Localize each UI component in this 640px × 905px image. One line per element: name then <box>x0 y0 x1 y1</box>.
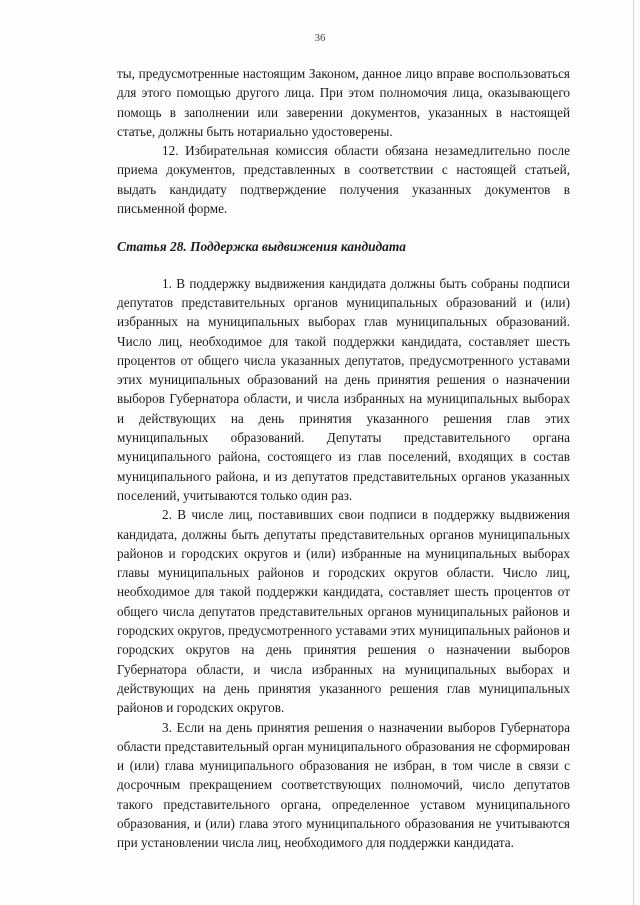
paragraph-continued: ты, предусмотренные настоящим Законом, данное лицо вправе воспользоваться для этого помощью другого лица. При этом полномочия лица, оказывающего помощь в заполнении или заверении документов, указанных в настоящей статье, должны быть нотариально удостоверены. <box>117 66 570 139</box>
page-edge-line <box>633 0 634 905</box>
page-number: 36 <box>314 32 326 44</box>
document-body <box>117 64 570 853</box>
paragraph-3: 3. Если на день принятия решения о назначении выборов Губернатора области представительный орган муниципального образования не сформирован и (или) глава муниципального образования не избран, в том числе в связи с досрочным прекращением соответствующих полномочий, число депутатов такого представительного органа, определенное уставом муниципального образования, и (или) глава этого муниципального образования не учитываются при установлении числа лиц, необходимого для поддержки кандидата. <box>117 719 570 851</box>
paragraph-12: 12. Избирательная комиссия области обязана незамедлительно после приема документов, представленных в соответствии с настоящей статьей, выдать кандидату подтверждение получения указанных документов в письменной форме. <box>117 143 570 217</box>
paragraph-2: 2. В числе лиц, поставивших свои подписи в поддержку выдвижения кандидата, должны быть депутаты представительных органов муниципальных районов и городских округов и (или) избранные на муниципальных выборах главы муниципальных районов и городских округов области. Число лиц, необходимое для такой поддержки кандидата, составляет шесть процентов от общего числа депутатов представительных органов муниципальных районов и городских округов, предусмотренного уставами этих муниципальных районов и городских округов на день принятия решения о назначении выборов Губернатора области, и числа избранных на муниципальных выборах и действующих на день принятия указанного решения глав муниципальных районов и городских округов. <box>117 507 570 716</box>
paragraph-1: 1. В поддержку выдвижения кандидата должны быть собраны подписи депутатов представительных органов муниципальных образований и (или) избранных на муниципальных выборах глав муниципальных образований. Число лиц, необходимое для такой поддержки кандидата, составляет шесть процентов от общего числа указанных депутатов, предусмотренного уставами этих муниципальных образований на день принятия решения о назначении выборов Губернатора области, и числа избранных на муниципальных выборах и действующих на день принятия указанного решения глав этих муниципальных образований. Депутаты представительного органа муниципального района, состоящего из глав поселений, входящих в состав муниципального района, и из депутатов представительных органов указанных поселений, учитываются только один раз. <box>117 275 570 503</box>
article-heading: Статья 28. Поддержка выдвижения кандидата <box>117 239 406 255</box>
